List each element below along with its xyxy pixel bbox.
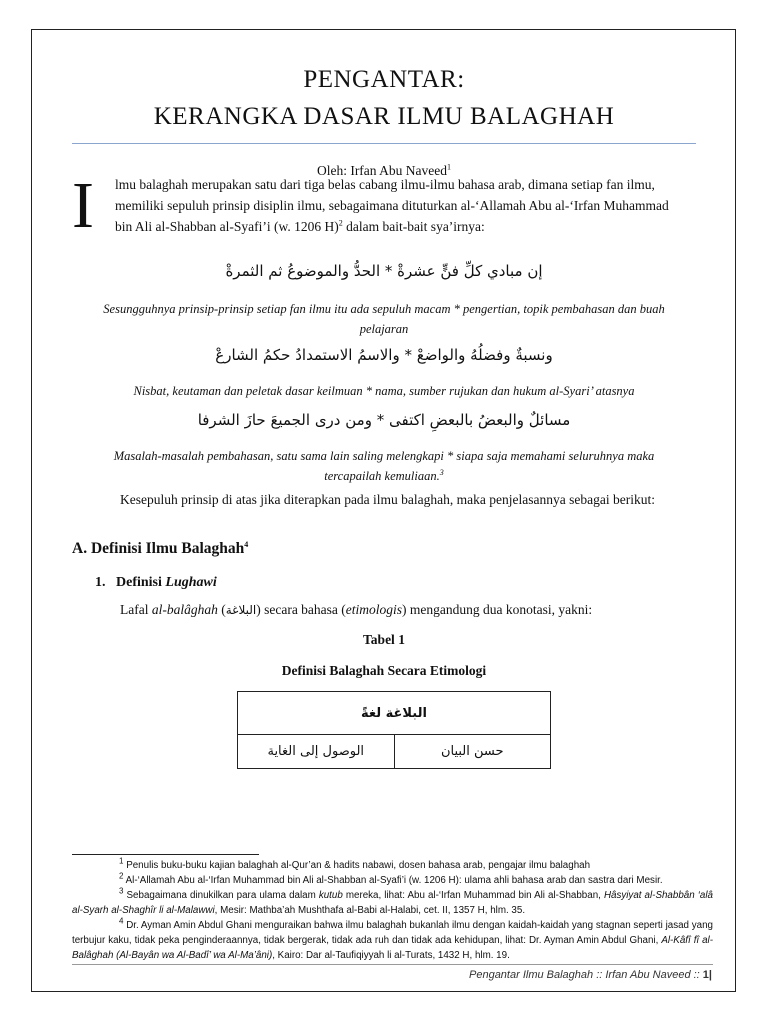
footnote-4 [72,918,713,963]
definition-table [237,691,551,769]
lafal-arabic: البلاغة [225,603,257,617]
footnote-1-text: Penulis buku-buku kajian balaghah al-Qur’an & hadits nabawi, dosen bahasa arab, pengajar ilmu balaghah [126,860,591,871]
subsection-label: Definisi [116,575,166,590]
footnote-ref-3[interactable]: 3 [439,467,444,477]
page-footer [469,969,712,981]
closing-paragraph: Kesepuluh prinsip di atas jika diterapkan pada ilmu balaghah, maka penjelasannya sebagai berikut: [120,492,655,507]
table-cell-right: الوصول إلى الغاية [238,735,395,769]
footnote-4-post: , Kairo: Dar al-Taufiqiyyah li al-Turats, 1432 H, hlm. 19. [272,950,510,961]
table-header-row [238,692,551,735]
footnote-3-pre: Sebagaimana dinukilkan para ulama dalam [126,890,319,901]
footnote-4-pre: Dr. Ayman Amin Abdul Ghani menguraikan bahwa ilmu balaghah bukanlah ilmu dengan kaidah-kaidah yang stagnan seperti jasad yang terbujur kaku, tidak peka penginderaannya, tidak bergerak, tidak ada ruh dan tidak ada kehidupan, lihat: Dr. Ayman Amin Abdul Ghani, [72,920,713,946]
section-a-heading [72,540,248,558]
verse-3-translation-line2 [90,466,678,486]
footnote-4-num: 4 [119,916,124,926]
footnote-2-num: 2 [119,871,124,881]
footnote-ref-4[interactable]: 4 [244,539,249,549]
footnotes [72,858,713,963]
intro-line-3 [115,216,713,237]
footnote-3-kutub: kutub [318,890,343,901]
footnote-ref-2[interactable]: 2 [338,218,343,228]
intro-line-2: memiliki sepuluh prinsip disiplin ilmu, sebagaimana dituturkan al-‘Allamah Abu al-‘Irfan Muhammad [115,198,669,213]
title-underline [72,143,696,144]
lafal-pre: Lafal [120,602,152,617]
footnote-3-post: , Mesir: Mathba’ah Mushthafa al-Babi al-Halabi, cet. II, 1357 H, hlm. 35. [214,905,526,916]
verse-3-translation-line1: Masalah-masalah pembahasan, satu sama lain saling melengkapi * siapa saja memahami seluruhnya maka [113,449,655,463]
footnote-2 [72,873,713,888]
table-cell-left: حسن البيان [394,735,551,769]
footnote-3-num: 3 [119,886,124,896]
verse-2-translation: Nisbat, keutaman dan peletak dasar keilmuan * nama, sumber rujukan dan hukum al-Syari’ atasnya [133,384,635,398]
verse-3-arabic: مسائلٌ والبعضُ بالبعضِ اكتفى * ومن درى الجميعَ حازَ الشرفا [197,411,571,429]
section-a-label: A. Definisi Ilmu Balaghah [72,540,245,557]
verse-1-arabic: إن مبادي كلِّ فنٍّ عشرةْ * الحدُّ والموضوعُ ثم الثمرةْ [225,262,543,280]
footnote-3-book: Hâsyiyat al-Shabbân ‘alâ al-Syarh al-Shaghîr li al-Malawwi [72,890,713,916]
subsection-1-heading [95,575,217,591]
table-header-cell: البلاغة لغةً [238,692,551,735]
intro-paragraph [115,177,713,237]
lafal-paragraph [120,602,592,618]
verse-3-translation-line2-text: tercapailah kemuliaan. [324,469,440,483]
lafal-etimologis: etimologis [345,602,403,617]
footnote-2-text: Al-‘Allamah Abu al-‘Irfan Muhammad bin Ali al-Shabban al-Syafi’i (w. 1206 H): ulama ahli bahasa arab dan sastra dari Mesir. [125,875,663,886]
author-text: Oleh: Irfan Abu Naveed [316,163,448,178]
table-row [238,735,551,769]
table-caption-number: Tabel 1 [363,632,405,647]
footnote-1 [72,858,713,873]
footnote-separator [72,854,259,855]
lafal-end: ) mengandung dua konotasi, yakni: [402,602,593,617]
verse-2-arabic: ونسبةٌ وفضلُهُ والواضعْ * والاسمُ الاستمدادُ حكمُ الشارعْ [215,346,553,364]
footnote-3 [72,888,713,918]
lafal-term: al-balâghah [151,602,218,617]
drop-cap: I [72,169,94,242]
footer-separator [72,964,713,965]
document-title-line2: KERANGKA DASAR ILMU BALAGHAH [153,103,615,130]
footnote-4-book: Al-Kâfî fî al-Balâghah (Al-Bayân wa Al-Badî’ wa Al-Ma’âni) [72,935,713,961]
intro-line-1: lmu balaghah merupakan satu dari tiga belas cabang ilmu-ilmu bahasa arab, dimana setiap fan ilmu, [115,177,655,192]
footer-bar: | [708,969,712,981]
verse-1-translation: Sesungguhnya prinsip-prinsip setiap fan ilmu itu ada sepuluh macam * pengertian, topik pembahasan dan buah pelajaran [103,302,665,336]
verse-3-translation [90,446,678,486]
footer-text: Pengantar Ilmu Balaghah :: Irfan Abu Naveed :: [469,969,703,981]
footnote-1-num: 1 [119,856,124,866]
page-number: 1 [702,969,709,981]
table-caption-title: Definisi Balaghah Secara Etimologi [281,663,487,678]
lafal-post: ) secara bahasa ( [256,602,346,617]
footnote-3-mid: mereka, lihat: Abu al-‘Irfan Muhammad bin Ali al-Shabban, [342,890,604,901]
footnote-ref-1[interactable]: 1 [447,162,452,172]
lafal-open: ( [217,602,226,617]
intro-line-3-text: bin Ali al-Shabban al-Syafi’i (w. 1206 H) [115,219,339,234]
document-title-line1: PENGANTAR: [303,66,465,93]
subsection-number: 1. [95,575,106,590]
subsection-label-italic: Lughawi [165,575,217,590]
intro-line-3-end: dalam bait-bait sya’irnya: [342,219,485,234]
